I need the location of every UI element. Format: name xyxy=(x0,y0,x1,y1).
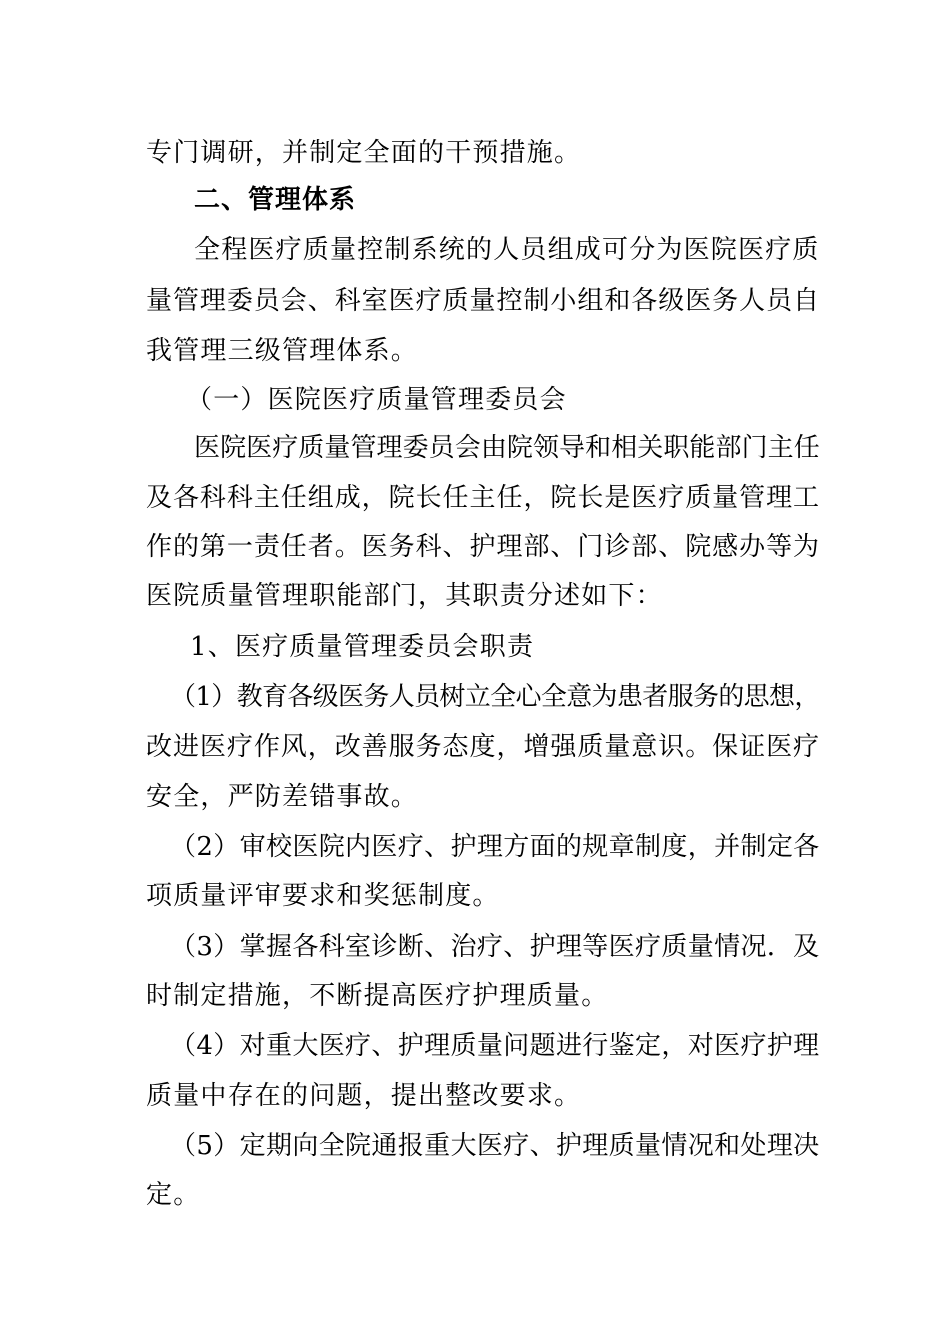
list-item-4-line: （4）对重大医疗、护理质量问题进行鉴定，对医疗护理 xyxy=(170,1031,820,1061)
paragraph-line: 作的第一责任者。医务科、护理部、门诊部、院感办等为 xyxy=(146,532,821,562)
paragraph-line: 质量中存在的问题，提出整改要求。 xyxy=(146,1081,582,1111)
list-item-1-line: （1）教育各级医务人员树立全心全意为患者服务的思想， xyxy=(170,682,820,712)
list-item-3-line: （3）掌握各科室诊断、治疗、护理等医疗质量情况．及 xyxy=(170,932,820,962)
paragraph-line: 医院质量管理职能部门，其职责分述如下： xyxy=(146,581,663,611)
paragraph-line: 项质量评审要求和奖惩制度。 xyxy=(146,881,500,911)
paragraph-line: 时制定措施，不断提高医疗护理质量。 xyxy=(146,981,609,1011)
item-heading: 1、医疗质量管理委员会职责 xyxy=(190,632,535,662)
paragraph-line: 我管理三级管理体系。 xyxy=(146,336,419,366)
paragraph-line: 安全，严防差错事故。 xyxy=(146,782,419,812)
subsection-heading: （一）医院医疗质量管理委员会 xyxy=(186,385,567,415)
list-item-2-line: （2）审校医院内医疗、护理方面的规章制度，并制定各 xyxy=(170,832,820,862)
list-item-5-line: （5）定期向全院通报重大医疗、护理质量情况和处理决 xyxy=(170,1131,820,1161)
paragraph-line: 及各科科主任组成，院长任主任，院长是医疗质量管理工 xyxy=(146,483,821,513)
paragraph-line: 全程医疗质量控制系统的人员组成可分为医院医疗质 xyxy=(194,235,820,265)
paragraph-line: 医院医疗质量管理委员会由院领导和相关职能部门主任 xyxy=(194,433,820,463)
paragraph-line: 专门调研，并制定全面的干预措施。 xyxy=(146,138,582,168)
paragraph-line: 量管理委员会、科室医疗质量控制小组和各级医务人员自 xyxy=(146,286,821,316)
paragraph-line: 定。 xyxy=(146,1180,201,1210)
paragraph-line: 改进医疗作风，改善服务态度，增强质量意识。保证医疗 xyxy=(146,732,821,762)
section-heading: 二、管理体系 xyxy=(194,185,357,215)
